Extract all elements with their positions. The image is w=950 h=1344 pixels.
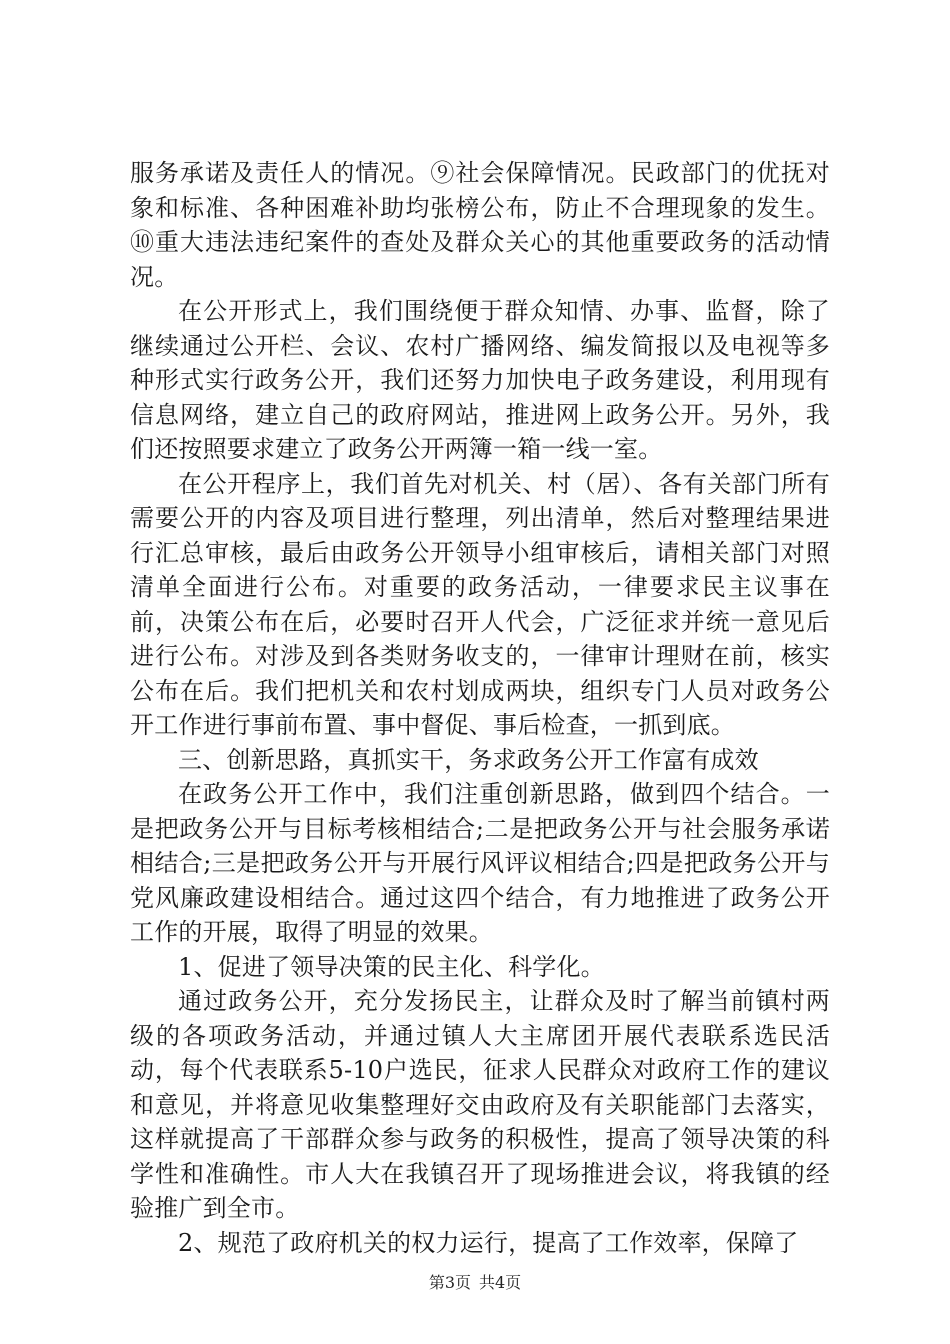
document-body bbox=[130, 156, 830, 1260]
paragraph-5: 通过政务公开，充分发扬民主，让群众及时了解当前镇村两级的各项政务活动，并通过镇人大主席团开展代表联系选民活动，每个代表联系5-10户选民，征求人民群众对政府工作的建议和意见，并将意见收集整理好交由政府及有关职能部门去落实，这样就提高了干部群众参与政务的积极性，提高了领导决策的科学性和准确性。市人大在我镇召开了现场推进会议，将我镇的经验推广到全市。 bbox=[130, 987, 830, 1222]
paragraph-4: 在政务公开工作中，我们注重创新思路，做到四个结合。一是把政务公开与目标考核相结合;二是把政务公开与社会服务承诺相结合;三是把政务公开与开展行风评议相结合;四是把政务公开与党风廉政建设相结合。通过这四个结合，有力地推进了政务公开工作的开展，取得了明显的效果。 bbox=[130, 780, 830, 946]
paragraph-1: 服务承诺及责任人的情况。⑨社会保障情况。民政部门的优抚对象和标准、各种困难补助均张榜公布，防止不合理现象的发生。⑩重大违法违纪案件的查处及群众关心的其他重要政务的活动情况。 bbox=[130, 159, 830, 291]
subheading-1: 1、促进了领导决策的民主化、科学化。 bbox=[178, 952, 605, 981]
paragraph-2: 在公开形式上，我们围绕便于群众知情、办事、监督，除了继续通过公开栏、会议、农村广播网络、编发简报以及电视等多种形式实行政务公开，我们还努力加快电子政务建设，利用现有信息网络，建立自己的政府网站，推进网上政务公开。另外，我们还按照要求建立了政务公开两簿一箱一线一室。 bbox=[130, 297, 830, 463]
page-footer bbox=[0, 1270, 950, 1293]
paragraph-3: 在公开程序上，我们首先对机关、村（居）、各有关部门所有需要公开的内容及项目进行整理，列出清单，然后对整理结果进行汇总审核，最后由政务公开领导小组审核后，请相关部门对照清单全面进行公布。对重要的政务活动，一律要求民主议事在前，决策公布在后，必要时召开人代会，广泛征求并统一意见后进行公布。对涉及到各类财务收支的，一律审计理财在前，核实公布在后。我们把机关和农村划成两块，组织专门人员对政务公开工作进行事前布置、事中督促、事后检查，一抓到底。 bbox=[130, 469, 830, 739]
section-heading: 三、创新思路，真抓实干，务求政务公开工作富有成效 bbox=[178, 745, 759, 774]
page-number: 第3页 bbox=[428, 1273, 471, 1292]
subheading-2: 2、规范了政府机关的权力运行，提高了工作效率，保障了 bbox=[178, 1228, 799, 1257]
page-total: 共4页 bbox=[479, 1273, 522, 1292]
